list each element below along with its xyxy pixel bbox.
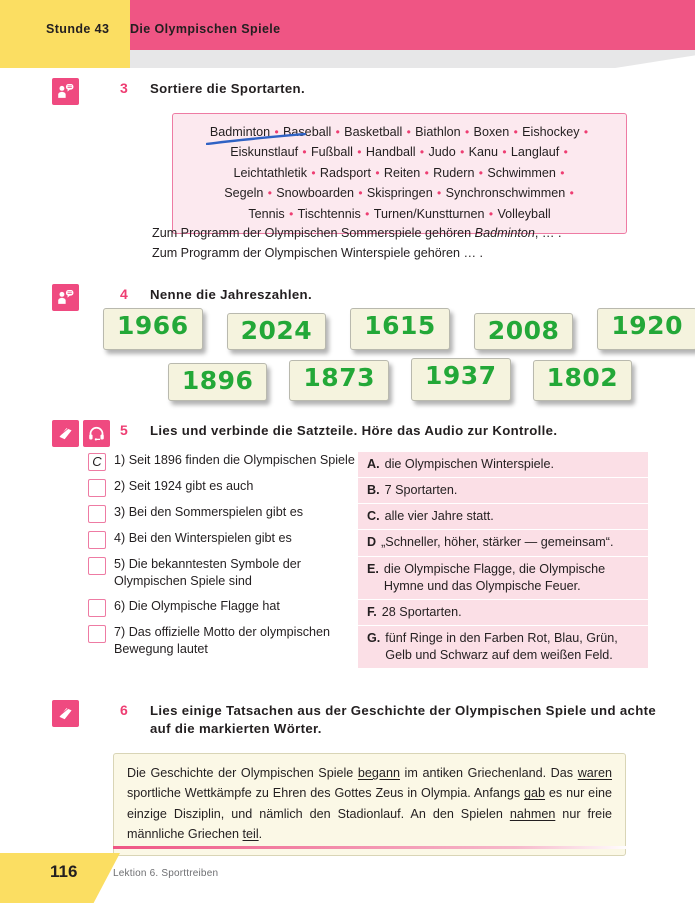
sport-item[interactable]: Rudern: [433, 165, 475, 180]
year-card[interactable]: 2008: [474, 313, 574, 350]
sport-item[interactable]: Tennis: [248, 206, 285, 221]
exercise-4-number: 4: [120, 286, 128, 302]
sports-line: [183, 163, 616, 183]
highlighted-word: begann: [357, 766, 400, 780]
book-icon: [52, 700, 79, 727]
sports-line: [183, 183, 616, 203]
sports-separator-dot: •: [566, 186, 574, 201]
year-card[interactable]: 2024: [227, 313, 327, 350]
answer-option-letter: A.: [367, 457, 380, 471]
page-header: [0, 0, 695, 68]
answer-input-box[interactable]: [88, 557, 106, 575]
sport-item[interactable]: Turnen/Kunstturnen: [373, 206, 485, 221]
sport-item[interactable]: Judo: [428, 145, 456, 160]
sport-item[interactable]: Langlauf: [510, 145, 560, 160]
year-card[interactable]: 1896: [168, 363, 268, 400]
sports-separator-dot: •: [456, 145, 468, 160]
highlighted-word: gab: [524, 786, 546, 801]
sport-item[interactable]: Biathlon: [415, 125, 461, 139]
year-card[interactable]: 1615: [350, 308, 450, 350]
matching-item: [88, 478, 360, 497]
sports-list-box: [172, 113, 627, 234]
exercise-3-sentence-2: Zum Programm der Olympischen Winterspiele gehören … .: [152, 245, 484, 260]
exercise-3-sentence-1: [152, 224, 672, 244]
answer-input-box[interactable]: [88, 505, 106, 523]
sports-separator-dot: •: [285, 206, 297, 221]
sports-separator-dot: •: [556, 165, 565, 180]
sports-separator-dot: •: [403, 125, 415, 139]
answer-option-text: 7 Sportarten.: [384, 483, 458, 498]
matching-item-text: 3) Bei den Sommerspielen gibt es: [114, 505, 304, 519]
matching-item-text: 4) Bei den Winterspielen gibt es: [114, 531, 292, 545]
headphones-icon: [83, 420, 110, 447]
sport-item[interactable]: Badminton: [210, 122, 270, 142]
exercise-5-title: Lies und verbinde die Satzteile. Höre das Audio zur Kontrolle.: [150, 423, 558, 438]
fact-text-segment: im antiken Griechenland. Das: [399, 766, 578, 780]
sport-item[interactable]: Fußball: [310, 145, 353, 160]
exercise-5-number: 5: [120, 422, 128, 438]
sports-separator-dot: •: [271, 125, 282, 139]
sports-separator-dot: •: [433, 186, 445, 201]
sport-item[interactable]: Boxen: [473, 125, 510, 139]
answer-option-letter: B.: [367, 483, 380, 498]
sports-separator-dot: •: [361, 206, 373, 221]
answer-option-text: fünf Ringe in den Farben Rot, Blau, Grün, Gelb und Schwarz auf dem weißen Feld.: [385, 630, 618, 662]
sport-item[interactable]: Segeln: [224, 186, 264, 201]
sport-item[interactable]: Handball: [365, 145, 416, 160]
footer-divider: [113, 846, 630, 849]
matching-item: [88, 556, 360, 591]
year-card[interactable]: 1802: [533, 360, 633, 400]
answer-input-box[interactable]: [88, 625, 106, 643]
sports-separator-dot: •: [264, 186, 276, 201]
sports-separator-dot: •: [560, 145, 568, 160]
exercise-6-icons: [52, 700, 79, 727]
exercise-3-title: Sortiere die Sportarten.: [150, 81, 305, 96]
sports-separator-dot: •: [580, 125, 589, 139]
answer-option-letter: F.: [367, 604, 377, 619]
sentence-1-pre: Zum Programm der Olympischen Sommerspiele gehören: [152, 226, 475, 240]
page-number: 116: [50, 862, 78, 881]
speaking-pair-icon: [52, 284, 79, 311]
answer-option[interactable]: [358, 557, 648, 600]
sport-item[interactable]: Eiskunstlauf: [230, 145, 299, 160]
sport-item[interactable]: Eishockey: [522, 125, 580, 139]
highlighted-word: nahmen: [509, 806, 556, 821]
sentence-1-post: , … .: [534, 226, 562, 240]
year-card[interactable]: 1937: [411, 358, 511, 400]
matching-item: [88, 504, 360, 523]
sports-list-lines: [183, 122, 616, 224]
sport-item[interactable]: Snowboarden: [276, 186, 355, 201]
answer-option-text: alle vier Jahre statt.: [384, 509, 494, 524]
highlighted-word: waren: [577, 766, 612, 780]
sports-separator-dot: •: [308, 165, 319, 180]
footer-section-label: Lektion 6. Sporttreiben: [113, 868, 219, 879]
sport-item[interactable]: Kanu: [468, 145, 499, 160]
sports-separator-dot: •: [299, 145, 310, 160]
exercise-3-icons: [52, 78, 79, 105]
sports-separator-dot: •: [355, 186, 366, 201]
matching-item-text: 7) Das offizielle Motto der olympischen Bewegung lautet: [114, 624, 331, 657]
fact-text-segment: sportliche Wettkämpfe zu Ehren des Gottes Zeus in Olympia. Anfangs: [127, 786, 525, 801]
exercise-6-title: Lies einige Tatsachen aus der Geschichte der Olympischen Spiele und achte auf die markierten Wörter.: [150, 703, 657, 736]
matching-item-text: 5) Die bekanntesten Symbole der Olympischen Spiele sind: [114, 557, 301, 589]
answer-option[interactable]: [358, 626, 648, 669]
answer-option-letter: D: [367, 535, 377, 550]
matching-item: [88, 530, 360, 549]
sports-separator-dot: •: [475, 165, 487, 180]
sport-item[interactable]: Tischtennis: [297, 206, 361, 221]
sport-item[interactable]: Baseball: [282, 125, 332, 139]
answer-input-box[interactable]: [88, 479, 106, 497]
matching-item-text: 2) Seit 1924 gibt es auch: [114, 479, 254, 493]
sports-separator-dot: •: [353, 145, 365, 160]
matching-item: [88, 598, 360, 617]
exercise-4-title: Nenne die Jahreszahlen.: [150, 287, 312, 302]
matching-item-text: 1) Seit 1896 finden die Olympischen Spiele: [114, 453, 355, 467]
matching-item: [88, 624, 360, 659]
sport-item[interactable]: Skispringen: [366, 186, 433, 201]
year-cards-row-1: [117, 308, 683, 350]
answer-option[interactable]: [358, 530, 648, 556]
answer-option[interactable]: [358, 504, 648, 530]
sentence-1-example: Badminton: [474, 226, 535, 240]
matching-left-column: [88, 452, 360, 666]
exercise-4-icons: [52, 284, 79, 311]
highlighted-word: teil: [242, 827, 259, 842]
sport-item[interactable]: Synchronschwimmen: [445, 186, 566, 201]
lesson-number: Stunde 43: [46, 22, 110, 36]
sport-item[interactable]: Basketball: [344, 125, 403, 139]
sports-separator-dot: •: [510, 125, 522, 139]
answer-option-letter: G.: [367, 630, 381, 645]
fact-text-segment: .: [258, 827, 263, 842]
sports-separator-dot: •: [485, 206, 497, 221]
speaking-pair-icon: [52, 78, 79, 105]
book-icon: [52, 420, 79, 447]
answer-option-letter: C.: [367, 509, 380, 524]
sport-item[interactable]: Volleyball: [497, 206, 551, 221]
sports-separator-dot: •: [372, 165, 383, 180]
lesson-title: Die Olympischen Spiele: [130, 22, 281, 36]
sports-line: [183, 142, 616, 162]
sport-item[interactable]: Schwimmen: [487, 165, 556, 180]
answer-option-text: 28 Sportarten.: [381, 604, 462, 619]
answer-option-text: „Schneller, höher, stärker — gemeinsam“.: [381, 535, 614, 550]
answer-option-letter: E.: [367, 561, 379, 576]
year-cards-row-2: [120, 360, 680, 400]
exercise-5-icons: [52, 420, 110, 447]
answer-option[interactable]: [358, 600, 648, 626]
exercise-3-sentences: [152, 224, 672, 263]
answer-input-box[interactable]: [88, 531, 106, 549]
sports-separator-dot: •: [416, 145, 428, 160]
answer-option[interactable]: [358, 478, 648, 504]
fact-text-segment: es nur eine einzige Disziplin, und nämlich den Stadionlauf. An den Spielen: [127, 786, 612, 821]
year-cards: [117, 308, 683, 411]
facts-text-box: [113, 753, 626, 856]
sports-separator-dot: •: [461, 125, 473, 139]
fact-text-segment: Die Geschichte der Olympischen Spiele: [127, 766, 358, 780]
answer-option[interactable]: [358, 452, 648, 478]
sport-item[interactable]: Radsport: [319, 165, 371, 180]
year-card[interactable]: 1966: [103, 308, 203, 350]
sports-separator-dot: •: [499, 145, 510, 160]
sports-separator-dot: •: [332, 125, 344, 139]
matching-item-text: 6) Die Olympische Flagge hat: [114, 598, 280, 613]
year-card[interactable]: 1873: [289, 360, 389, 400]
sports-line: [183, 122, 616, 142]
fact-text-segment: nur freie männliche Griechen: [127, 806, 612, 842]
matching-item: [88, 452, 360, 471]
sports-line: [183, 204, 616, 224]
answer-input-box[interactable]: [88, 599, 106, 617]
matching-right-column: [358, 452, 648, 669]
year-card[interactable]: 1920: [597, 308, 695, 350]
sport-item[interactable]: Reiten: [383, 165, 421, 180]
answer-option-text: die Olympische Flagge, die Olympische Hymne und das Olympische Feuer.: [383, 561, 606, 593]
answer-option-text: die Olympischen Winterspiele.: [384, 457, 554, 471]
sport-item[interactable]: Leichtathletik: [233, 165, 308, 180]
answer-input-box[interactable]: C: [88, 453, 106, 471]
exercise-6-number: 6: [120, 702, 128, 718]
sports-separator-dot: •: [421, 165, 433, 180]
exercise-3-number: 3: [120, 80, 128, 96]
